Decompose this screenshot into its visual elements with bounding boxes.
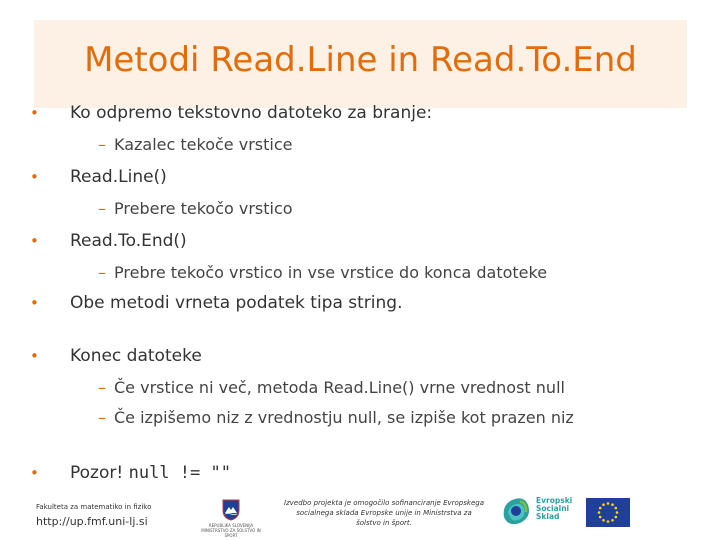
dash-icon: – bbox=[98, 378, 106, 397]
dash-icon: – bbox=[98, 408, 106, 427]
faculty-url[interactable]: http://up.fmf.uni-lj.si bbox=[36, 515, 148, 528]
crest-caption: REPUBLIKA SLOVENIJA MINISTRSTVO ZA ŠOLSTVO IN ŠPORT bbox=[201, 523, 261, 538]
project-note: Izvedbo projekta je omogočilo sofinanciranje Evropskega socialnega sklada Evropske unije in Ministrstva za šolstvo in šport. bbox=[284, 499, 484, 527]
bullet-icon: • bbox=[30, 232, 39, 250]
footer bbox=[0, 495, 720, 540]
dash-icon: – bbox=[98, 135, 106, 154]
sub-bullet-text: Kazalec tekoče vrstice bbox=[114, 135, 293, 154]
bullet-icon: • bbox=[30, 168, 39, 186]
sub-bullet-text: Prebre tekočo vrstico in vse vrstice do konca datoteke bbox=[114, 263, 548, 282]
ministry-logo bbox=[196, 499, 266, 538]
dash-icon: – bbox=[98, 199, 106, 218]
bullet-text: Ko odpremo tekstovno datoteko za branje: bbox=[70, 103, 433, 123]
sub-bullet-text: Če vrstice ni več, metoda Read.Line() vrne vrednost null bbox=[114, 378, 565, 397]
sub-bullet-item bbox=[30, 377, 700, 399]
sub-bullet-text: Če izpišemo niz z vrednostju null, se izpiše kot prazen niz bbox=[114, 408, 574, 427]
bullet-item bbox=[30, 166, 700, 188]
sub-bullet-text: Prebere tekočo vrstico bbox=[114, 199, 293, 218]
bullet-item bbox=[30, 462, 700, 484]
sub-bullet-item bbox=[30, 134, 700, 156]
sub-bullet-item bbox=[30, 198, 700, 220]
sub-bullet-item bbox=[30, 407, 700, 429]
bullet-text: Konec datoteke bbox=[70, 346, 202, 366]
dash-icon: – bbox=[98, 263, 106, 282]
bullet-icon: • bbox=[30, 347, 39, 365]
bullet-icon: • bbox=[30, 464, 39, 482]
bullet-icon: • bbox=[30, 104, 39, 122]
bullet-icon: • bbox=[30, 294, 39, 312]
sub-bullet-item bbox=[30, 262, 700, 284]
bullet-item bbox=[30, 102, 700, 124]
esf-label-line: Sklad bbox=[536, 512, 560, 521]
esf-label-line: Socialni bbox=[536, 504, 570, 513]
esf-label bbox=[536, 497, 572, 521]
esf-logo-icon bbox=[500, 495, 532, 527]
slovenia-crest-icon bbox=[220, 499, 242, 521]
slide-title: Metodi Read.Line in Read.To.End bbox=[84, 40, 637, 80]
bullet-text: Read.To.End() bbox=[70, 231, 187, 251]
esf-label-line: Evropski bbox=[536, 496, 573, 505]
slide-content bbox=[30, 96, 700, 484]
eu-flag-icon bbox=[586, 498, 630, 527]
bullet-item bbox=[30, 345, 700, 367]
bullet-text: Obe metodi vrneta podatek tipa string. bbox=[70, 293, 403, 313]
code-snippet: null != "" bbox=[128, 463, 231, 483]
faculty-name: Fakulteta za matematiko in fiziko bbox=[36, 503, 152, 511]
bullet-item bbox=[30, 230, 700, 252]
bullet-text: Pozor! bbox=[70, 463, 129, 483]
bullet-text: Read.Line() bbox=[70, 167, 167, 187]
bullet-item bbox=[30, 292, 700, 314]
